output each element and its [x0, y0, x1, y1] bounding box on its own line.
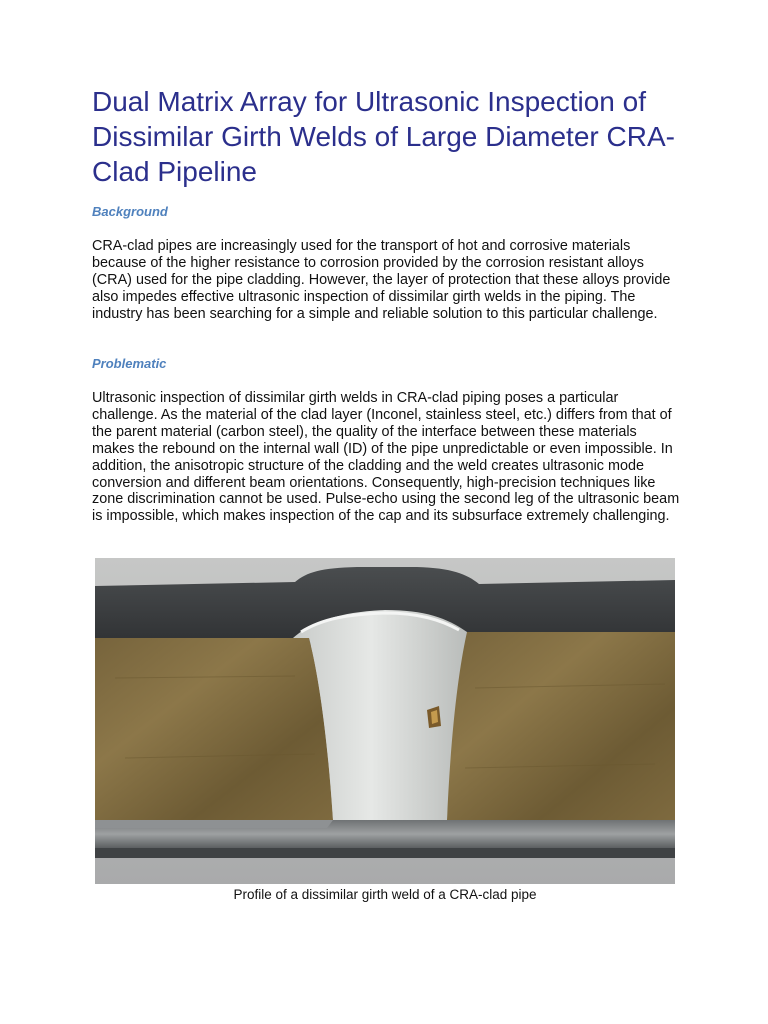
- section-heading-background: Background: [92, 204, 168, 219]
- section-body-problematic: Ultrasonic inspection of dissimilar girth welds in CRA-clad piping poses a particular challenge. As the material of the clad layer (Inconel, stainless steel, etc.) differs from that of the parent material (carbon steel), the quality of the interface between these materials makes the rebound on the internal wall (ID) of the pipe unpredictable or even impossible. In addition, the anisotropic structure of the cladding and the weld creates ultrasonic mode conversion and different beam orientations. Consequently, high-precision techniques like zone discrimination cannot be used. Pulse-echo using the second leg of the ultrasonic beam is impossible, which makes inspection of the cap and its subsurface extremely challenging.: [92, 390, 680, 525]
- section-heading-problematic: Problematic: [92, 356, 167, 371]
- section-body-background: CRA-clad pipes are increasingly used for the transport of hot and corrosive materials because of the higher resistance to corrosion provided by the corrosion resistant alloys (CRA) used for the pipe cladding. However, the layer of protection that these alloys provide also impedes effective ultrasonic inspection of dissimilar girth welds in the piping. The industry has been searching for a simple and reliable solution to this particular challenge.: [92, 238, 671, 322]
- figure-caption: Profile of a dissimilar girth weld of a CRA-clad pipe: [233, 887, 537, 902]
- document-title: Dual Matrix Array for Ultrasonic Inspection of Dissimilar Girth Welds of Large Diameter CRA-Clad Pipeline: [92, 86, 675, 187]
- weld-profile-photo: [95, 558, 675, 884]
